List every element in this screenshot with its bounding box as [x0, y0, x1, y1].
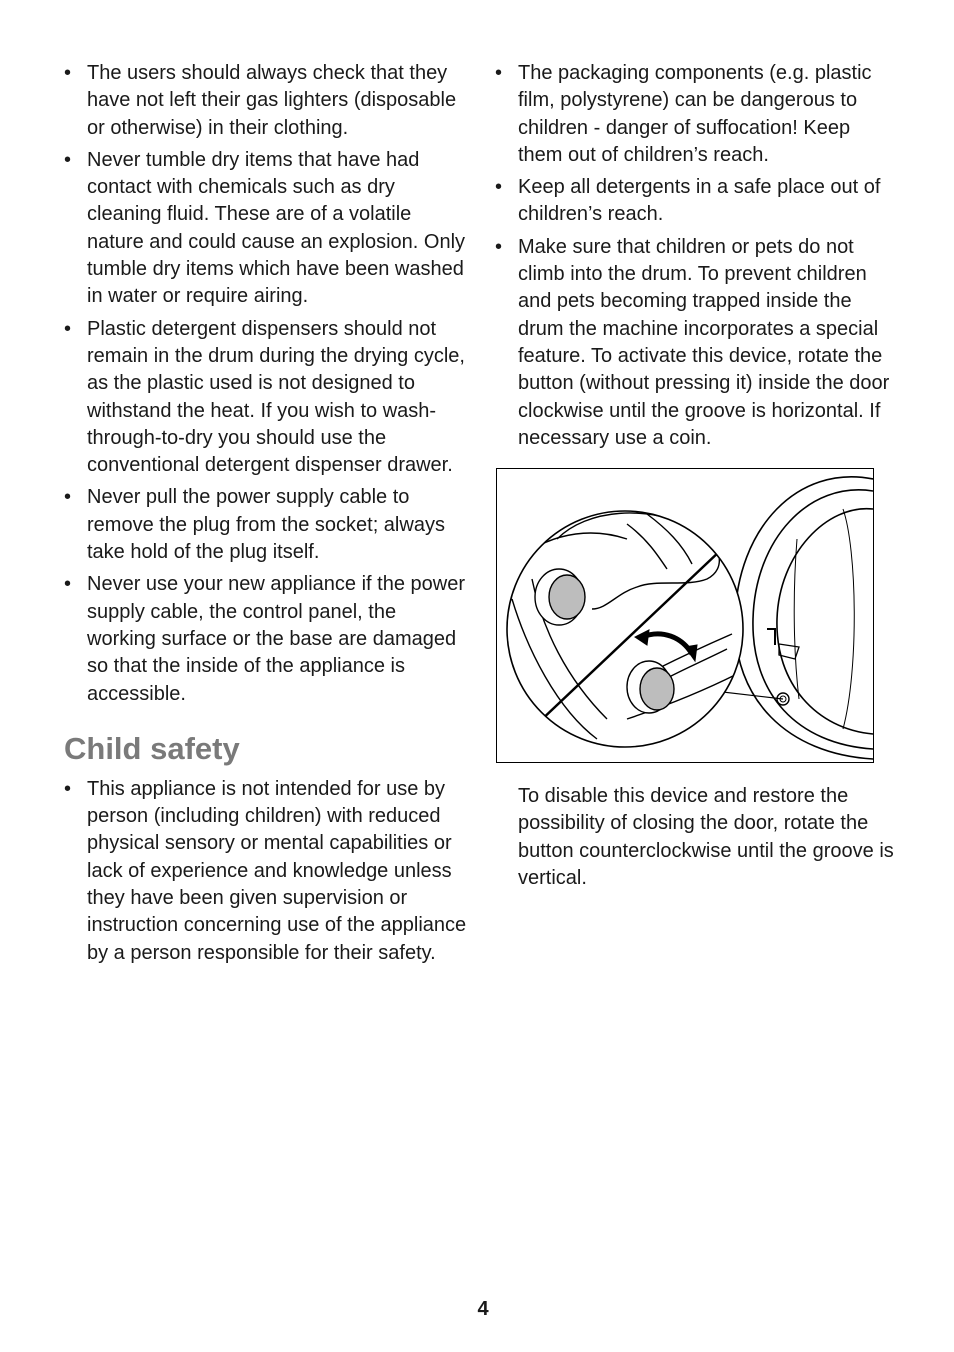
child-safety-list: [62, 776, 467, 967]
list-item: • The users should always check that they have not left their gas lighters (disposable or otherwise) in their clothing.: [62, 60, 467, 142]
safety-list: [62, 60, 467, 708]
door-lock-drawing: [497, 469, 873, 762]
safety-list-continued: [493, 60, 898, 452]
machine-door: [735, 477, 873, 759]
page-number: 4: [477, 1298, 489, 1320]
right-column: [493, 60, 898, 892]
list-item: • Make sure that children or pets do not climb into the drum. To prevent children and pets becoming trapped inside the drum the machine incorporates a special feature. To activate this device, rotate the button (without pressing it) inside the door clockwise until the groove is horizontal. If necessary use a coin.: [493, 234, 898, 452]
list-item: • Plastic detergent dispensers should not remain in the drum during the drying cycle, as the plastic used is not designed to withstand the heat. If you wish to wash-through-to-dry you should use the conventional detergent dispenser drawer.: [62, 316, 467, 480]
disable-instructions: To disable this device and restore the possibility of closing the door, rotate the button counterclockwise until the groove is vertical.: [518, 785, 894, 890]
list-item: • Never tumble dry items that have had contact with chemicals such as dry cleaning fluid. These are of a volatile nature and could cause an explosion. Only tumble dry items which have been washed in water or require airing.: [62, 147, 467, 311]
list-item: • Never use your new appliance if the power supply cable, the control panel, the working surface or the base are damaged so that the inside of the appliance is accessible.: [62, 571, 467, 707]
list-item: • Never pull the power supply cable to remove the plug from the socket; always take hold of the plug itself.: [62, 484, 467, 566]
list-item: • Keep all detergents in a safe place out of children’s reach.: [493, 174, 898, 229]
child-lock-illustration: [496, 468, 874, 763]
list-item: • The packaging components (e.g. plastic film, polystyrene) can be dangerous to children - danger of suffocation! Keep them out of children’s reach.: [493, 60, 898, 169]
section-heading: Child safety: [64, 730, 240, 766]
list-item: • This appliance is not intended for use by person (including children) with reduced physical sensory or mental capabilities or lack of experience and knowledge unless they have been given supervision or instruction concerning use of the appliance by a person responsible for their safety.: [62, 776, 467, 967]
left-column: [62, 60, 467, 972]
